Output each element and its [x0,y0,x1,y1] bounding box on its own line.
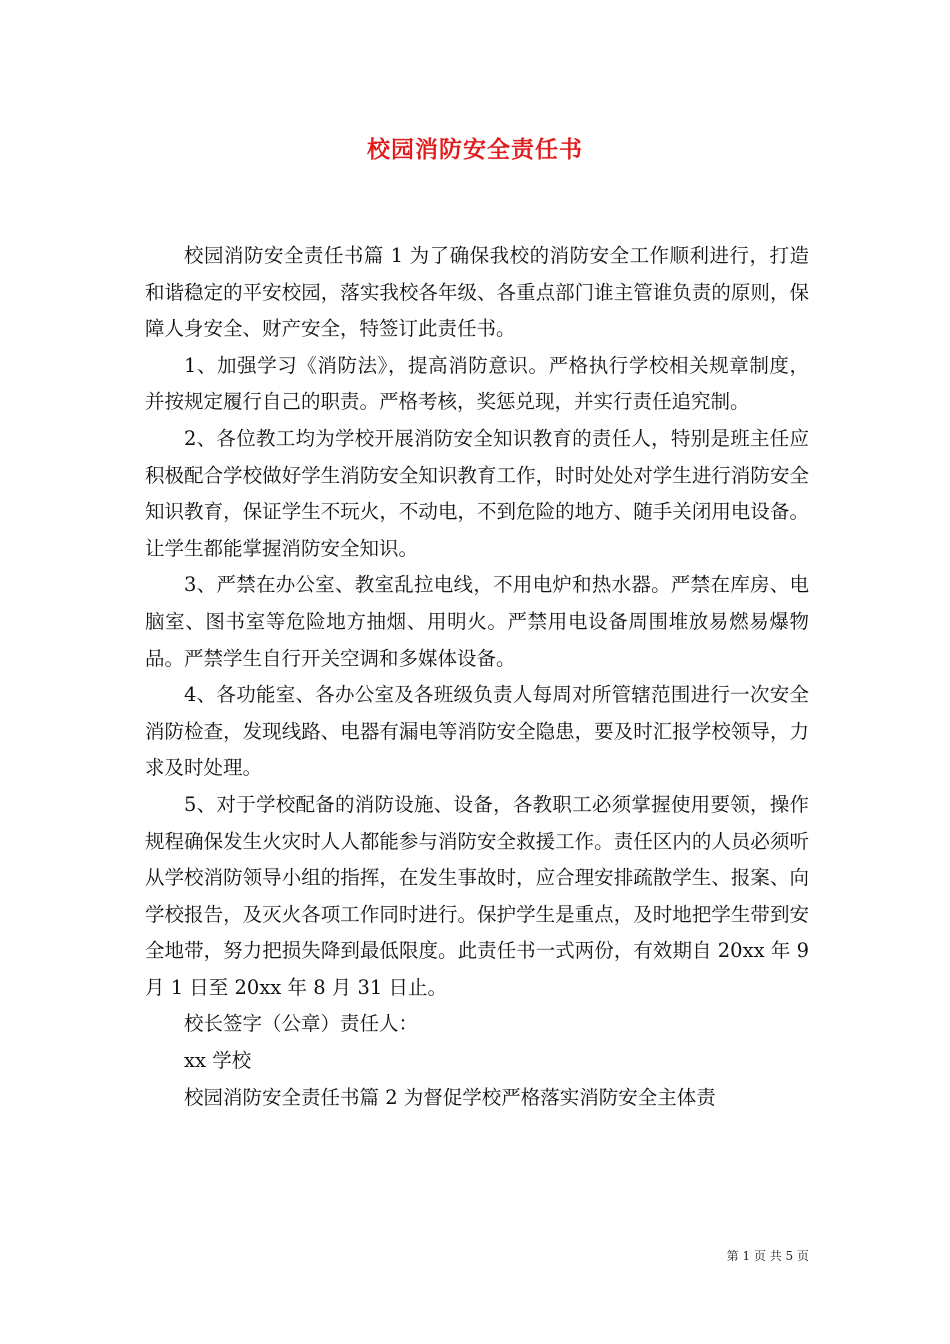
paragraph-item-2: 2、各位教工均为学校开展消防安全知识教育的责任人，特别是班主任应积极配合学校做好学生消防安全知识教育工作，时时处处对学生进行消防安全知识教育，保证学生不玩火，不动电，不到危险的地方、随手关闭用电设备。让学生都能掌握消防安全知识。 [145,426,809,560]
signature-line: 校长签字（公章）责任人： [184,1012,419,1036]
paragraph-item-1: 1、加强学习《消防法》，提高消防意识。严格执行学校相关规章制度，并按规定履行自己的职责。严格考核，奖惩兑现，并实行责任追究制。 [145,353,809,414]
paragraph-item-4: 4、各功能室、各办公室及各班级负责人每周对所管辖范围进行一次安全消防检查，发现线路、电器有漏电等消防安全隐患，要及时汇报学校领导，力求及时处理。 [145,683,809,780]
paragraph-intro: 校园消防安全责任书篇 1 为了确保我校的消防安全工作顺利进行，打造和谐稳定的平安校园，落实我校各年级、各重点部门谁主管谁负责的原则，保障人身安全、财产安全，特签订此责任书。 [145,244,809,341]
page-number: 第 1 页 共 5 页 [726,1249,809,1263]
document-body [145,238,809,1116]
paragraph-item-5: 5、对于学校配备的消防设施、设备，各教职工必须掌握使用要领，操作规程确保发生火灾时人人都能参与消防安全救援工作。责任区内的人员必须听从学校消防领导小组的指挥，在发生事故时，应合理安排疏散学生、报案、向学校报告，及灭火各项工作同时进行。保护学生是重点，及时地把学生带到安全地带，努力把损失降到最低限度。此责任书一式两份，有效期自 20xx 年 9 月 1 日至 20xx 年 8 月 31 日止。 [145,792,809,999]
school-name: xx 学校 [184,1049,252,1073]
document-title: 校园消防安全责任书 [367,136,583,163]
paragraph-item-3: 3、严禁在办公室、教室乱拉电线，不用电炉和热水器。严禁在库房、电脑室、图书室等危险地方抽烟、用明火。严禁用电设备周围堆放易燃易爆物品。严禁学生自行开关空调和多媒体设备。 [145,573,809,670]
paragraph-part-2: 校园消防安全责任书篇 2 为督促学校严格落实消防安全主体责 [184,1085,716,1109]
